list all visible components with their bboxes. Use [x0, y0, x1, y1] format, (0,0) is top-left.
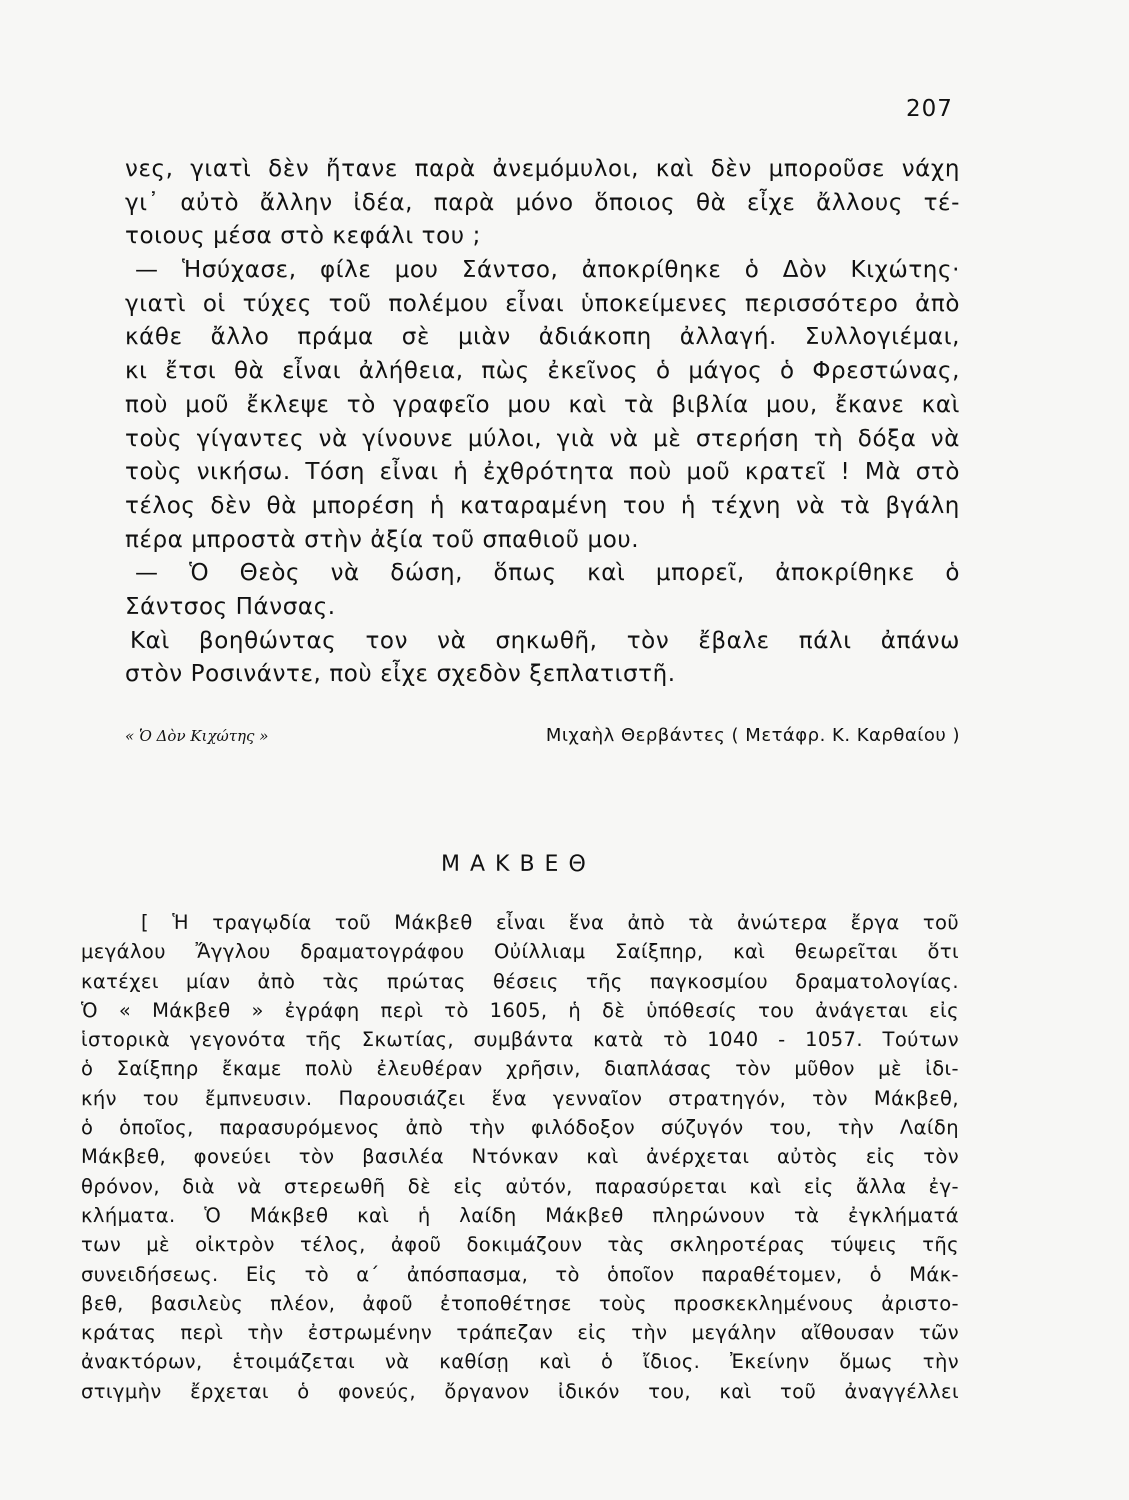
text-line: Καὶ βοηθώντας τον νὰ σηκωθῆ, τὸν ἔβαλε πάλι ἀπάνω — [130, 627, 960, 654]
text-line: Ὁ « Μάκβεθ » ἐγράφη περὶ τὸ 1605, ἡ δὲ ὑπόθεσίς του ἀνάγεται εἰς — [81, 998, 959, 1022]
text-line: στὸν Ροσινάντε, ποὺ εἶχε σχεδὸν ξεπλατιστῆ. — [125, 661, 676, 688]
text-line: ἀνακτόρων, ἑτοιμάζεται νὰ καθίσῃ καὶ ὁ ἴδιος. Ἐκείνην ὅμως τὴν — [81, 1350, 959, 1374]
text-line: — Ἡσύχασε, φίλε μου Σάντσο, ἀποκρίθηκε ὁ Δὸν Κιχώτης· — [135, 257, 960, 284]
text-line: νες, γιατὶ δὲν ἤτανε παρὰ ἀνεμόμυλοι, καὶ δὲν μποροῦσε νάχη — [125, 156, 960, 182]
text-line: τοιους μέσα στὸ κεφάλι του ; — [125, 223, 481, 250]
text-line: κλήματα. Ὁ Μάκβεθ καὶ ἡ λαίδη Μάκβεθ πληρώνουν τὰ ἐγκλήματά — [81, 1203, 959, 1227]
text-line: κι ἔτσι θὰ εἶναι ἀλήθεια, πὼς ἐκεῖνος ὁ μάγος ὁ Φρεστώνας, — [125, 358, 960, 385]
text-line: [ Ἡ τραγῳδία τοῦ Μάκβεθ εἶναι ἕνα ἀπὸ τὰ ἀνώτερα ἔργα τοῦ — [141, 911, 959, 934]
text-line: ποὺ μοῦ ἔκλεψε τὸ γραφεῖο μου καὶ τὰ βιβλία μου, ἔκανε καὶ — [125, 391, 960, 418]
text-line: Μάκβεθ, φονεύει τὸν βασιλέα Ντόνκαν καὶ ἀνέρχεται αὐτὸς εἰς τὸν — [81, 1145, 959, 1169]
text-line: κράτας περὶ τὴν ἐστρωμένην τράπεζαν εἰς τὴν μεγάλην αἴθουσαν τῶν — [81, 1321, 959, 1345]
macbeth-introduction — [81, 908, 959, 1406]
text-line: πέρα μπροστὰ στὴν ἀξία τοῦ σπαθιοῦ μου. — [125, 526, 640, 553]
citation-author: Μιχαὴλ Θερβάντες ( Μετάφρ. Κ. Καρθαίου ) — [545, 725, 960, 746]
text-line: γι᾽ αὐτὸ ἄλλην ἰδέα, παρὰ μόνο ὅποιος θὰ εἶχε ἄλλους τέ- — [125, 189, 960, 216]
text-line: κάθε ἄλλο πράμα σὲ μιὰν ἀδιάκοπη ἀλλαγή. Συλλογιέμαι, — [125, 324, 960, 351]
text-line: Σάντσος Πάνσας. — [125, 593, 336, 620]
text-line: κατέχει μίαν ἀπὸ τὰς πρώτας θέσεις τῆς παγκοσμίου δραματολογίας. — [81, 969, 959, 993]
page-number: 207 — [906, 96, 953, 122]
text-line: — Ὁ Θεὸς νὰ δώση, ὅπως καὶ μπορεῖ, ἀποκρίθηκε ὁ — [135, 560, 960, 587]
text-line: θρόνον, διὰ νὰ στερεωθῆ δὲ εἰς αὐτόν, παρασύρεται καὶ εἰς ἄλλα ἐγ- — [81, 1174, 959, 1198]
text-line: μεγάλου Ἄγγλου δραματογράφου Οὐίλλιαμ Σαίξπηρ, καὶ θεωρεῖται ὅτι — [81, 940, 959, 964]
text-line: στιγμὴν ἔρχεται ὁ φονεύς, ὄργανον ἰδικόν του, καὶ τοῦ ἀναγγέλλει — [81, 1379, 959, 1403]
text-line: ὁ ὁποῖος, παρασυρόμενος ἀπὸ τὴν φιλόδοξον σύζυγόν του, τὴν Λαίδη — [81, 1116, 959, 1140]
text-line: ἱστορικὰ γεγονότα τῆς Σκωτίας, συμβάντα κατὰ τὸ 1040 - 1057. Τούτων — [81, 1028, 959, 1052]
text-line: των μὲ οἰκτρὸν τέλος, ἀφοῦ δοκιμάζουν τὰς σκληροτέρας τύψεις τῆς — [81, 1233, 959, 1257]
text-line: συνειδήσεως. Εἰς τὸ α΄ ἀπόσπασμα, τὸ ὁποῖον παραθέτομεν, ὁ Μάκ- — [81, 1262, 959, 1286]
text-line: ὁ Σαίξπηρ ἔκαμε πολὺ ἐλευθέραν χρῆσιν, διαπλάσας τὸν μῦθον μὲ ἰδι- — [81, 1057, 959, 1081]
text-line: τέλος δὲν θὰ μπορέση ἡ καταραμένη του ἡ τέχνη νὰ τὰ βγάλη — [125, 492, 960, 519]
text-line: βεθ, βασιλεὺς πλέον, ἀφοῦ ἐτοποθέτησε τοὺς προσκεκλημένους ἀριστο- — [81, 1291, 959, 1315]
text-line: κήν του ἔμπνευσιν. Παρουσιάζει ἕνα γενναῖον στρατηγόν, τὸν Μάκβεθ, — [81, 1086, 959, 1110]
text-line: γιατὶ οἱ τύχες τοῦ πολέμου εἶναι ὑποκείμενες περισσότερο ἀπὸ — [125, 290, 960, 317]
citation-source: « Ὁ Δὸν Κιχώτης » — [125, 727, 269, 745]
citation — [125, 724, 960, 748]
text-line: τοὺς γίγαντες νὰ γίνουνε μύλοι, γιὰ νὰ μὲ στερήση τὴ δόξα νὰ — [125, 425, 960, 452]
quixote-excerpt — [125, 153, 960, 692]
text-line: τοὺς νικήσω. Τόση εἶναι ἡ ἐχθρότητα ποὺ μοῦ κρατεῖ ! Μὰ στὸ — [125, 459, 960, 486]
section-title: ΜΑΚΒΕΘ — [441, 852, 596, 877]
